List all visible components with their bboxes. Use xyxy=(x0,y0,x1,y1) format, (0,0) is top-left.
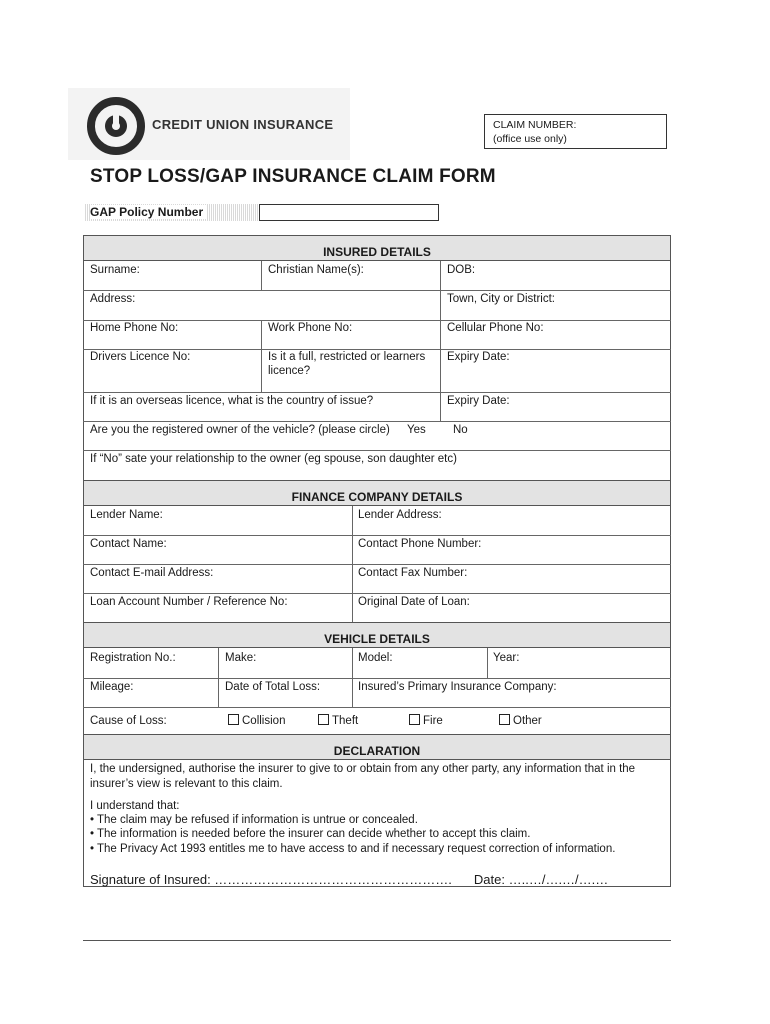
claim-number-label: CLAIM NUMBER: xyxy=(493,119,577,131)
lender-name-field[interactable]: Lender Name: xyxy=(90,509,163,521)
signature-date-field[interactable]: Date: …..…/….…/….… xyxy=(473,872,609,887)
cell-phone-field[interactable]: Cellular Phone No: xyxy=(447,322,544,334)
overseas-expiry-field[interactable]: Expiry Date: xyxy=(447,395,510,407)
claim-number-box[interactable] xyxy=(484,114,667,149)
town-field[interactable]: Town, City or District: xyxy=(447,293,555,305)
registration-field[interactable]: Registration No.: xyxy=(90,652,176,664)
model-field[interactable]: Model: xyxy=(358,652,393,664)
declaration-text: I, the undersigned, authorise the insurer to give to or obtain from any other party, any information that in the insurer’s view is relevant to this claim. xyxy=(90,763,636,790)
policy-number-label: GAP Policy Number xyxy=(84,204,259,221)
claim-number-note: (office use only) xyxy=(493,133,567,145)
mileage-field[interactable]: Mileage: xyxy=(90,681,134,693)
surname-field[interactable]: Surname: xyxy=(90,264,140,276)
registered-owner-question: Are you the registered owner of the vehicle? (please circle) xyxy=(90,424,390,436)
contact-name-field[interactable]: Contact Name: xyxy=(90,538,167,550)
loan-account-field[interactable]: Loan Account Number / Reference No: xyxy=(90,596,288,608)
lender-address-field[interactable]: Lender Address: xyxy=(358,509,442,521)
licence-type-field[interactable]: Is it a full, restricted or learners licence? xyxy=(268,351,426,377)
vehicle-details-header: VEHICLE DETAILS xyxy=(83,622,671,648)
brand-name: CREDIT UNION INSURANCE xyxy=(152,117,334,132)
total-loss-date-field[interactable]: Date of Total Loss: xyxy=(225,681,321,693)
primary-insurer-field[interactable]: Insured’s Primary Insurance Company: xyxy=(358,681,557,693)
make-field[interactable]: Make: xyxy=(225,652,257,664)
owner-yes-option[interactable]: Yes xyxy=(407,424,426,436)
insured-details-header: INSURED DETAILS xyxy=(83,235,671,261)
footer-divider xyxy=(83,940,671,941)
work-phone-field[interactable]: Work Phone No: xyxy=(268,322,353,334)
cause-collision-checkbox[interactable]: Collision xyxy=(228,714,285,728)
credit-union-logo-icon xyxy=(86,96,146,156)
checkbox-icon xyxy=(499,714,510,725)
checkbox-icon xyxy=(318,714,329,725)
contact-fax-field[interactable]: Contact Fax Number: xyxy=(358,567,468,579)
contact-phone-field[interactable]: Contact Phone Number: xyxy=(358,538,482,550)
overseas-country-field[interactable]: If it is an overseas licence, what is the country of issue? xyxy=(90,395,374,407)
declaration-bullet: • The claim may be refused if information is untrue or concealed. xyxy=(90,814,418,826)
licence-number-field[interactable]: Drivers Licence No: xyxy=(90,351,191,363)
owner-no-option[interactable]: No xyxy=(453,424,468,436)
declaration-bullet: • The information is needed before the insurer can decide whether to accept this claim. xyxy=(90,828,531,840)
checkbox-icon xyxy=(228,714,239,725)
cause-theft-checkbox[interactable]: Theft xyxy=(318,714,358,728)
home-phone-field[interactable]: Home Phone No: xyxy=(90,322,179,334)
cause-other-checkbox[interactable]: Other xyxy=(499,714,542,728)
checkbox-icon xyxy=(409,714,420,725)
declaration-understand: I understand that: xyxy=(90,800,180,812)
policy-number-input[interactable] xyxy=(259,204,439,221)
relationship-field[interactable]: If “No” sate your relationship to the owner (eg spouse, son daughter etc) xyxy=(90,453,457,465)
finance-details-header: FINANCE COMPANY DETAILS xyxy=(83,480,671,506)
christian-names-field[interactable]: Christian Name(s): xyxy=(268,264,364,276)
year-field[interactable]: Year: xyxy=(493,652,520,664)
address-field[interactable]: Address: xyxy=(90,293,136,305)
contact-email-field[interactable]: Contact E-mail Address: xyxy=(90,567,214,579)
licence-expiry-field[interactable]: Expiry Date: xyxy=(447,351,510,363)
signature-field[interactable]: Signature of Insured: ………………………………………………. xyxy=(90,872,452,887)
loan-date-field[interactable]: Original Date of Loan: xyxy=(358,596,470,608)
page-title: STOP LOSS/GAP INSURANCE CLAIM FORM xyxy=(90,166,496,187)
declaration-header: DECLARATION xyxy=(83,734,671,760)
declaration-bullet: • The Privacy Act 1993 entitles me to have access to and if necessary request correction of information. xyxy=(90,843,616,855)
cause-of-loss-label: Cause of Loss: xyxy=(90,715,167,727)
signature-line xyxy=(90,872,608,887)
dob-field[interactable]: DOB: xyxy=(447,264,476,276)
cause-fire-checkbox[interactable]: Fire xyxy=(409,714,443,728)
